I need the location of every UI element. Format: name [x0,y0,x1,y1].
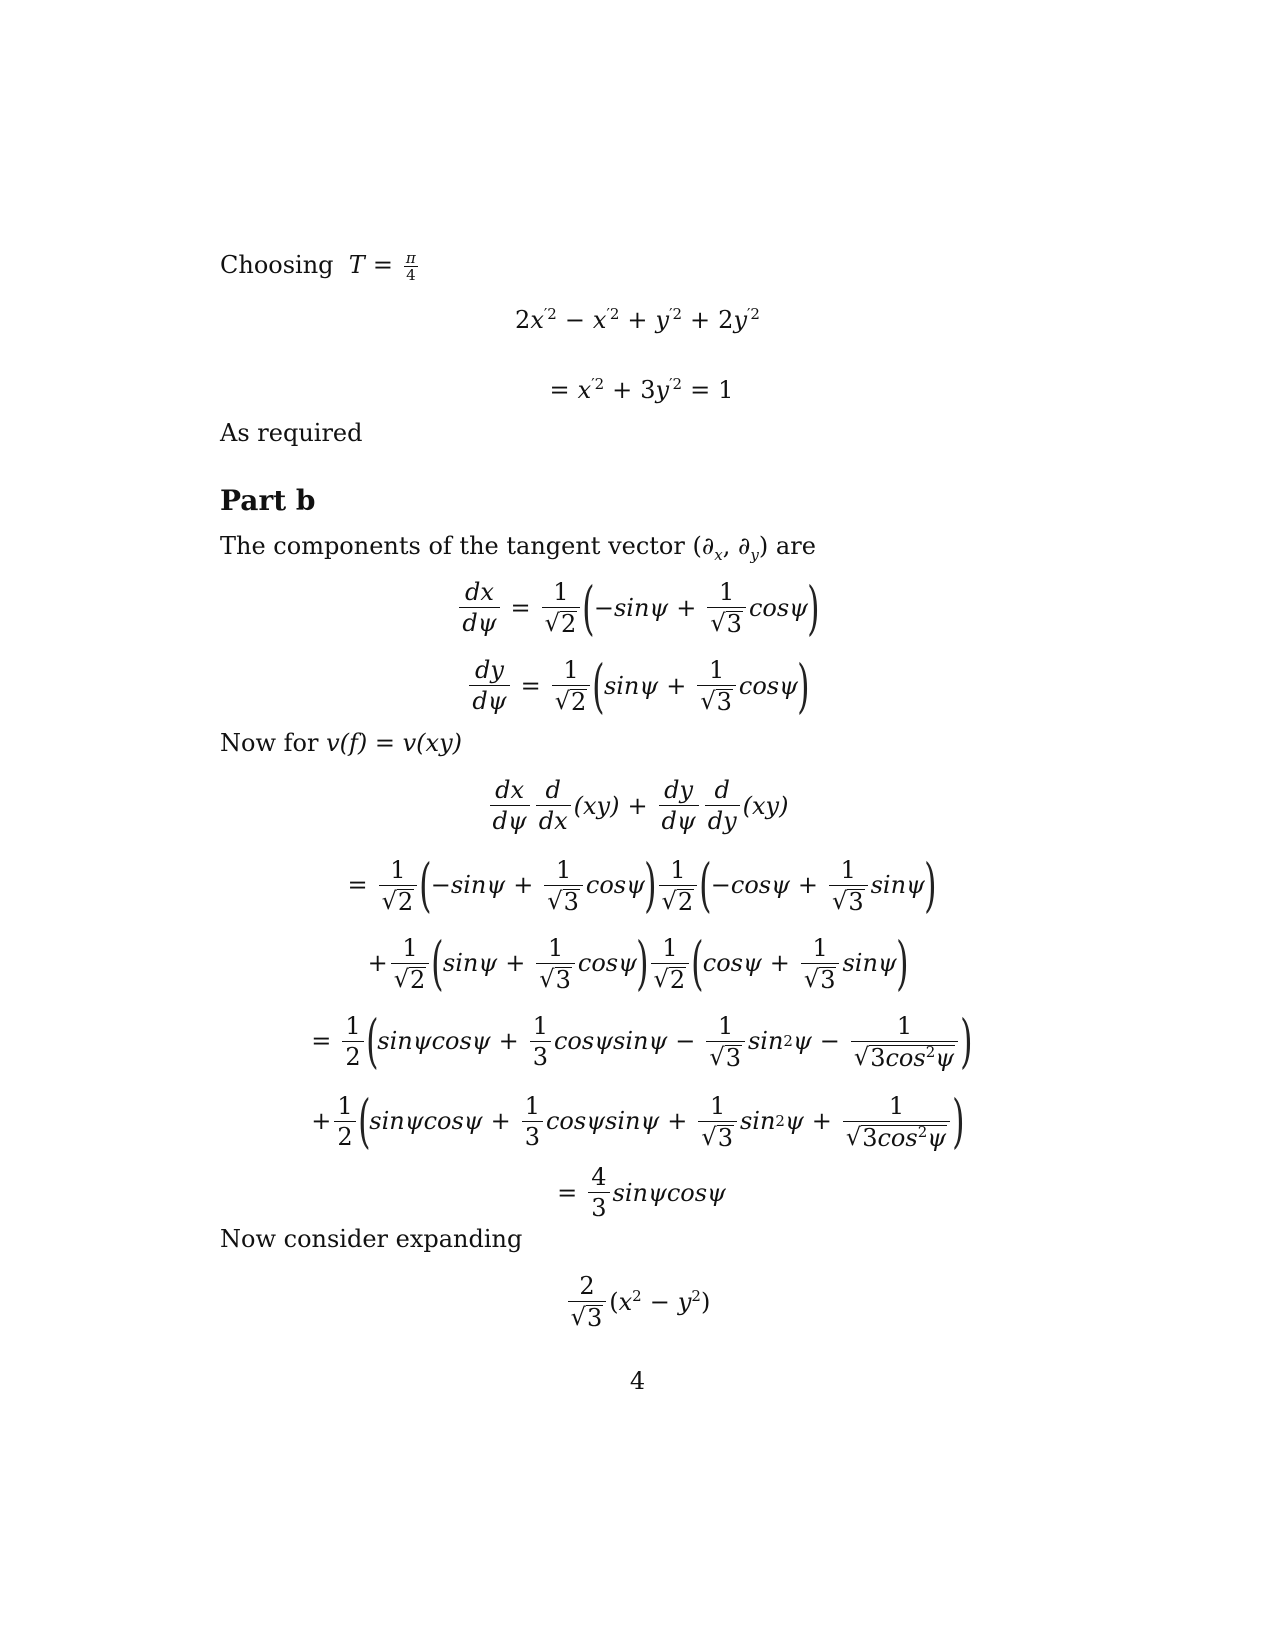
choosing-text: Choosing [220,251,334,279]
section-heading: Part b [220,484,316,517]
choosing-math: T = $\frac{\pi}{4}$ [341,249,416,284]
choosing-line [220,250,421,283]
expansion-line-1: = 1 √ 2 ( −sinψ + 1 √ 3 cosψ ) 1 √ 2 ( −cosψ + 1 √ 3 sinψ ) [347,851,937,919]
now-for-line [220,728,462,758]
expansion-line-2: + 1 √ 2 ( sinψ + 1 √ 3 cosψ ) 1 √ 2 ( cosψ + 1 √ 3 sinψ ) [367,929,909,997]
expansion-line-3: = $\frac{1}{2}$ ( sinψcosψ + $\frac{1}{3}$ cosψsinψ − 1 √ 3 sin 2 ψ − 1 √ $3\cos^2\psi$ ) [311,1007,973,1075]
equation-1: $2x^{'2} - x^{'2} + y^{'2} + 2y^{'2}$ [515,305,760,334]
expansion-line-4: + $\frac{1}{2}$ ( sinψcosψ + $\frac{1}{3}$ cosψsinψ + 1 √ 3 sin 2 ψ + 1 √ $3\cos^2\psi$ ) [311,1087,965,1155]
equation-2: = $x^{'2} + 3y^{'2} = 1$ [549,375,734,404]
tangent-vector-math: ($\partial_x$, $\partial_y$) [692,532,769,564]
dx-dpsi-equation: $\frac{dx}{d\psi}$ = 1 √ 2 ( −sinψ + 1 √ 3 cosψ ) [0,578,1275,637]
result-equation: = $\frac{4}{3}$ sinψcosψ [557,1163,726,1222]
tangent-intro-text: The components of the tangent vector [220,532,685,560]
tangent-intro-line [220,531,816,564]
now-for-text: Now for [220,729,319,757]
tangent-are-text: are [775,532,816,560]
dy-dpsi-equation: $\frac{dy}{d\psi}$ = 1 √ 2 ( sinψ + 1 √ 3 cosψ ) [0,656,1275,715]
expansion-target-equation: 2 √ 3 $(x^2 - y^2)$ [0,1272,1275,1330]
now-consider-text: Now consider expanding [220,1225,523,1253]
page-number: 4 [629,1367,646,1395]
now-for-math: v(f) = v(xy) [326,729,462,757]
directional-derivative-equation: $\frac{dx}{d\psi}$ $\frac{d}{dx}$ (xy) + $\frac{dy}{d\psi}$ $\frac{d}{dy}$ (xy) [0,776,1275,834]
as-required-text: As required [220,419,363,447]
